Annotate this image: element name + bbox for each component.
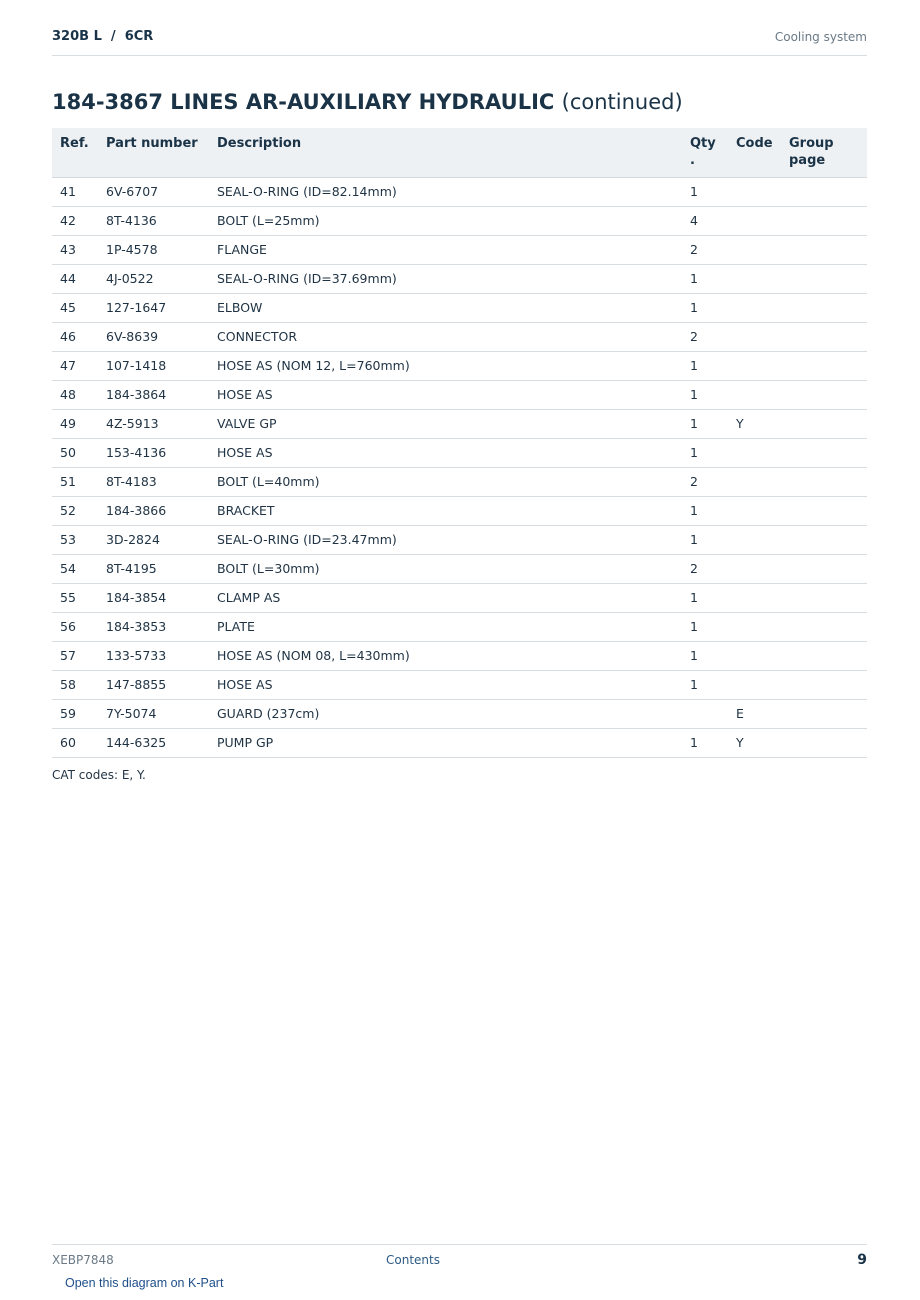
cell-qty: 1: [682, 380, 728, 409]
parts-table-body: [52, 177, 867, 757]
cell-part-number: 184-3864: [98, 380, 209, 409]
cell-code: [728, 177, 781, 206]
cell-group-page: [781, 206, 867, 235]
cell-code: [728, 612, 781, 641]
cell-part-number: 153-4136: [98, 438, 209, 467]
cell-description: BOLT (L=30mm): [209, 554, 682, 583]
cell-description: CONNECTOR: [209, 322, 682, 351]
cell-part-number: 4Z-5913: [98, 409, 209, 438]
cell-part-number: 6V-6707: [98, 177, 209, 206]
cell-qty: 1: [682, 728, 728, 757]
cell-ref: 47: [52, 351, 98, 380]
cell-qty: 2: [682, 235, 728, 264]
cell-code: [728, 322, 781, 351]
cell-ref: 57: [52, 641, 98, 670]
col-header-group-page: Group page: [781, 128, 867, 177]
cell-code: [728, 264, 781, 293]
cell-group-page: [781, 293, 867, 322]
cell-ref: 48: [52, 380, 98, 409]
cell-description: SEAL-O-RING (ID=37.69mm): [209, 264, 682, 293]
cell-code: [728, 380, 781, 409]
cell-part-number: 8T-4136: [98, 206, 209, 235]
document-id: XEBP7848: [52, 1253, 114, 1267]
cell-part-number: 6V-8639: [98, 322, 209, 351]
cell-qty: 2: [682, 322, 728, 351]
cell-code: [728, 554, 781, 583]
col-header-description: Description: [209, 128, 682, 177]
cell-code: E: [728, 699, 781, 728]
cell-code: [728, 235, 781, 264]
page-footer: [52, 1244, 867, 1274]
cell-code: [728, 641, 781, 670]
machine-model: 320B L / 6CR: [52, 29, 154, 44]
cell-ref: 58: [52, 670, 98, 699]
table-row: [52, 554, 867, 583]
cell-description: BRACKET: [209, 496, 682, 525]
cat-codes-note: CAT codes: E, Y.: [52, 768, 146, 782]
cell-qty: 1: [682, 670, 728, 699]
cell-code: [728, 670, 781, 699]
table-row: [52, 293, 867, 322]
cell-group-page: [781, 496, 867, 525]
cell-group-page: [781, 264, 867, 293]
cell-code: Y: [728, 409, 781, 438]
cell-code: [728, 293, 781, 322]
table-row: [52, 670, 867, 699]
cell-qty: 1: [682, 496, 728, 525]
cell-code: [728, 583, 781, 612]
table-row: [52, 641, 867, 670]
col-header-qty: Qty .: [682, 128, 728, 177]
cell-ref: 52: [52, 496, 98, 525]
table-row: [52, 409, 867, 438]
table-row: [52, 467, 867, 496]
cell-ref: 55: [52, 583, 98, 612]
cell-qty: 2: [682, 467, 728, 496]
table-row: [52, 612, 867, 641]
table-row: [52, 235, 867, 264]
cell-description: BOLT (L=25mm): [209, 206, 682, 235]
cell-part-number: 133-5733: [98, 641, 209, 670]
cell-qty: 1: [682, 525, 728, 554]
cell-qty: 1: [682, 438, 728, 467]
cell-code: [728, 525, 781, 554]
cell-part-number: 184-3866: [98, 496, 209, 525]
cell-group-page: [781, 612, 867, 641]
cell-part-number: 4J-0522: [98, 264, 209, 293]
col-header-part-number: Part number: [98, 128, 209, 177]
cell-group-page: [781, 641, 867, 670]
cell-part-number: 184-3853: [98, 612, 209, 641]
cell-description: SEAL-O-RING (ID=82.14mm): [209, 177, 682, 206]
cell-code: [728, 496, 781, 525]
cell-description: HOSE AS (NOM 12, L=760mm): [209, 351, 682, 380]
cell-qty: 1: [682, 293, 728, 322]
cell-group-page: [781, 409, 867, 438]
cell-ref: 42: [52, 206, 98, 235]
cell-ref: 56: [52, 612, 98, 641]
cell-qty: 1: [682, 264, 728, 293]
cell-part-number: 144-6325: [98, 728, 209, 757]
cell-ref: 43: [52, 235, 98, 264]
cell-group-page: [781, 351, 867, 380]
table-row: [52, 351, 867, 380]
cell-ref: 45: [52, 293, 98, 322]
cell-ref: 54: [52, 554, 98, 583]
cell-description: VALVE GP: [209, 409, 682, 438]
cell-part-number: 184-3854: [98, 583, 209, 612]
table-row: [52, 583, 867, 612]
table-row: [52, 699, 867, 728]
cell-group-page: [781, 380, 867, 409]
cell-qty: 1: [682, 409, 728, 438]
cell-ref: 50: [52, 438, 98, 467]
cell-description: GUARD (237cm): [209, 699, 682, 728]
cell-code: [728, 438, 781, 467]
cell-group-page: [781, 525, 867, 554]
cell-group-page: [781, 583, 867, 612]
cell-group-page: [781, 235, 867, 264]
table-row: [52, 728, 867, 757]
title-main: 184-3867 LINES AR-AUXILIARY HYDRAULIC: [52, 90, 555, 114]
cell-group-page: [781, 670, 867, 699]
cell-description: FLANGE: [209, 235, 682, 264]
cell-part-number: 127-1647: [98, 293, 209, 322]
cell-qty: [682, 699, 728, 728]
title-suffix: (continued): [561, 90, 683, 114]
table-row: [52, 438, 867, 467]
cell-qty: 1: [682, 177, 728, 206]
cell-code: [728, 351, 781, 380]
cell-part-number: 147-8855: [98, 670, 209, 699]
cell-description: HOSE AS: [209, 670, 682, 699]
cell-description: PUMP GP: [209, 728, 682, 757]
cell-ref: 49: [52, 409, 98, 438]
cell-qty: 2: [682, 554, 728, 583]
cell-group-page: [781, 177, 867, 206]
open-kpart-link[interactable]: Open this diagram on K-Part: [65, 1276, 224, 1290]
cell-description: HOSE AS (NOM 08, L=430mm): [209, 641, 682, 670]
cell-part-number: 3D-2824: [98, 525, 209, 554]
cell-part-number: 8T-4195: [98, 554, 209, 583]
cell-group-page: [781, 728, 867, 757]
cell-ref: 46: [52, 322, 98, 351]
cell-qty: 1: [682, 583, 728, 612]
cell-code: [728, 206, 781, 235]
table-row: [52, 496, 867, 525]
cell-part-number: 1P-4578: [98, 235, 209, 264]
table-header-row: [52, 128, 867, 177]
table-row: [52, 264, 867, 293]
cell-description: ELBOW: [209, 293, 682, 322]
cell-description: CLAMP AS: [209, 583, 682, 612]
table-row: [52, 206, 867, 235]
contents-link[interactable]: Contents: [386, 1253, 440, 1267]
cell-qty: 1: [682, 641, 728, 670]
cell-description: BOLT (L=40mm): [209, 467, 682, 496]
cell-ref: 41: [52, 177, 98, 206]
cell-description: PLATE: [209, 612, 682, 641]
cell-qty: 1: [682, 612, 728, 641]
cell-group-page: [781, 467, 867, 496]
col-header-ref: Ref.: [52, 128, 98, 177]
cell-ref: 53: [52, 525, 98, 554]
page-header: [52, 28, 867, 56]
cell-group-page: [781, 438, 867, 467]
section-name: Cooling system: [774, 30, 867, 44]
cell-code: Y: [728, 728, 781, 757]
table-row: [52, 177, 867, 206]
cell-ref: 59: [52, 699, 98, 728]
page-number: 9: [857, 1252, 867, 1268]
parts-table: [52, 128, 867, 758]
cell-part-number: 107-1418: [98, 351, 209, 380]
table-row: [52, 322, 867, 351]
table-row: [52, 525, 867, 554]
col-header-code: Code: [728, 128, 781, 177]
page-title: [52, 90, 683, 114]
cell-description: HOSE AS: [209, 380, 682, 409]
cell-group-page: [781, 322, 867, 351]
cell-part-number: 8T-4183: [98, 467, 209, 496]
cell-code: [728, 467, 781, 496]
table-row: [52, 380, 867, 409]
cell-qty: 4: [682, 206, 728, 235]
cell-group-page: [781, 554, 867, 583]
cell-description: HOSE AS: [209, 438, 682, 467]
cell-group-page: [781, 699, 867, 728]
cell-ref: 44: [52, 264, 98, 293]
cell-description: SEAL-O-RING (ID=23.47mm): [209, 525, 682, 554]
cell-ref: 60: [52, 728, 98, 757]
cell-part-number: 7Y-5074: [98, 699, 209, 728]
cell-qty: 1: [682, 351, 728, 380]
cell-ref: 51: [52, 467, 98, 496]
